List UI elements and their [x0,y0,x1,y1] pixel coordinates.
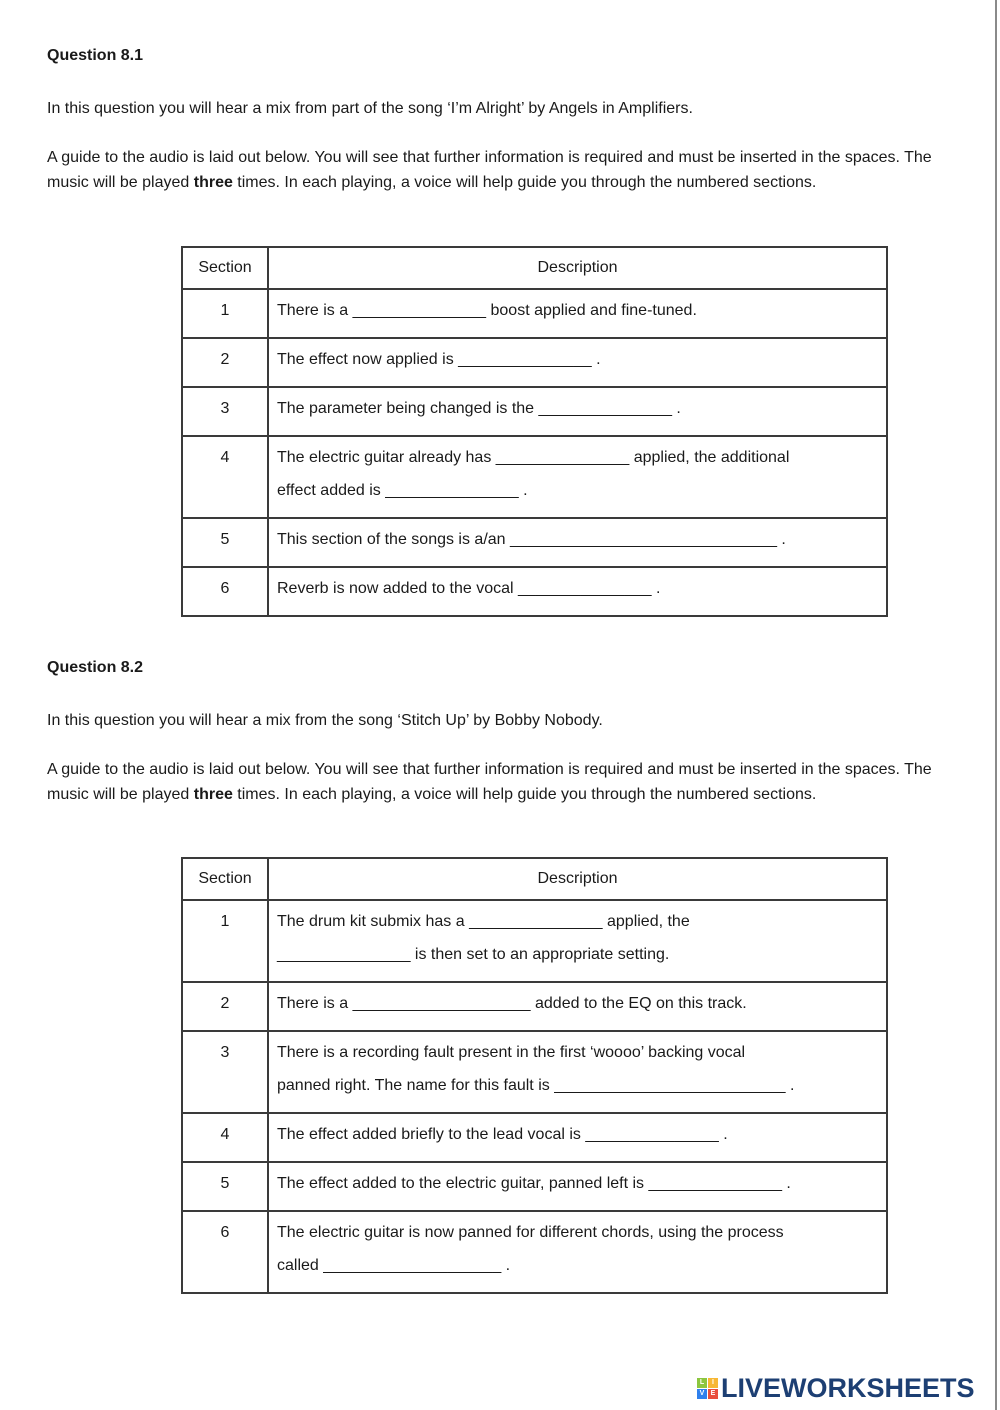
question-8-2-intro: In this question you will hear a mix from the song ‘Stitch Up’ by Bobby Nobody. [47,712,603,729]
section-number [182,338,268,387]
description-line[interactable]: The effect now applied is _______________ . [277,351,601,368]
guide-text: times. In each playing, a voice will help guide you through the numbered sections. [232,786,817,803]
logo-text: LIVEWORKSHEETS [721,1373,975,1403]
table-row [182,436,887,518]
question-8-1-guide [47,145,947,195]
section-number-text: 6 [220,580,230,597]
section-number-text: 3 [220,400,230,417]
section-number [182,387,268,436]
section-number [182,900,268,982]
description-line[interactable]: called ____________________ . [277,1257,511,1274]
section-number-text: 5 [220,1175,230,1192]
description-cell[interactable] [268,289,887,338]
section-number [182,289,268,338]
logo-cube: I [708,1378,718,1388]
question-8-2-title: Question 8.2 [47,659,144,676]
description-cell[interactable] [268,567,887,616]
description-line[interactable]: There is a _______________ boost applied and fine-tuned. [277,302,697,319]
description-cell[interactable] [268,1113,887,1162]
header-section: Section [182,858,268,900]
header-section: Section [182,247,268,289]
description-line[interactable]: panned right. The name for this fault is __________________________ . [277,1077,795,1094]
section-number-text: 5 [220,531,230,548]
section-number [182,1162,268,1211]
section-number [182,1031,268,1113]
table-row [182,567,887,616]
question-8-1-title: Question 8.1 [47,47,144,64]
description-line[interactable]: The electric guitar already has _______________ applied, the additional [277,449,790,466]
guide-text: A guide to the audio is laid out below. You will see that further information is required and must be inserted in the spaces. The music will be played [47,761,932,803]
description-cell[interactable] [268,436,887,518]
question-8-1-table [181,246,888,617]
description-line[interactable]: effect added is _______________ . [277,482,528,499]
section-number [182,518,268,567]
description-line[interactable]: Reverb is now added to the vocal _______________ . [277,580,661,597]
logo-cube: E [708,1389,718,1399]
section-number-text: 6 [220,1224,230,1241]
table-header-row [182,247,887,289]
description-line[interactable]: The drum kit submix has a _______________ applied, the [277,913,690,930]
question-8-1-intro: In this question you will hear a mix from part of the song ‘I’m Alright’ by Angels in Amplifiers. [47,100,693,117]
guide-text: times. In each playing, a voice will help guide you through the numbered sections. [232,174,817,191]
guide-bold: three [193,786,233,803]
section-number-text: 1 [220,302,230,319]
description-cell[interactable] [268,900,887,982]
description-cell[interactable] [268,338,887,387]
logo-cube: L [697,1378,707,1388]
description-line[interactable]: The effect added to the electric guitar, panned left is _______________ . [277,1175,791,1192]
section-number-text: 2 [220,995,230,1012]
section-number [182,436,268,518]
table-row [182,338,887,387]
table-row [182,518,887,567]
section-number-text: 4 [220,1126,230,1143]
table-row [182,1211,887,1293]
live-cubes-icon [697,1378,718,1399]
header-description: Description [268,247,887,289]
section-number [182,982,268,1031]
description-cell[interactable] [268,518,887,567]
description-line[interactable]: The effect added briefly to the lead vocal is _______________ . [277,1126,728,1143]
description-cell[interactable] [268,1162,887,1211]
description-line[interactable]: _______________ is then set to an appropriate setting. [277,946,670,963]
table-row [182,1031,887,1113]
description-cell[interactable] [268,1211,887,1293]
description-cell[interactable] [268,1031,887,1113]
table-header-row [182,858,887,900]
section-number-text: 4 [220,449,230,466]
section-number [182,1113,268,1162]
description-line[interactable]: There is a ____________________ added to the EQ on this track. [277,995,747,1012]
description-cell[interactable] [268,982,887,1031]
header-description: Description [268,858,887,900]
liveworksheets-logo [697,1373,975,1404]
table-row [182,289,887,338]
description-cell[interactable] [268,387,887,436]
guide-text: A guide to the audio is laid out below. You will see that further information is required and must be inserted in the spaces. The music will be played [47,149,932,191]
table-row [182,387,887,436]
section-number-text: 2 [220,351,230,368]
table-row [182,900,887,982]
table-row [182,1113,887,1162]
description-line[interactable]: The electric guitar is now panned for different chords, using the process [277,1224,784,1241]
section-number-text: 1 [220,913,230,930]
question-8-2-guide [47,757,947,807]
section-number [182,567,268,616]
description-line[interactable]: This section of the songs is a/an ______________________________ . [277,531,786,548]
guide-bold: three [193,174,233,191]
page-edge [995,0,997,1410]
section-number [182,1211,268,1293]
question-8-2-table [181,857,888,1294]
table-row [182,1162,887,1211]
description-line[interactable]: There is a recording fault present in the first ‘woooo’ backing vocal [277,1044,746,1061]
section-number-text: 3 [220,1044,230,1061]
description-line[interactable]: The parameter being changed is the _______________ . [277,400,681,417]
table-row [182,982,887,1031]
logo-cube: V [697,1389,707,1399]
